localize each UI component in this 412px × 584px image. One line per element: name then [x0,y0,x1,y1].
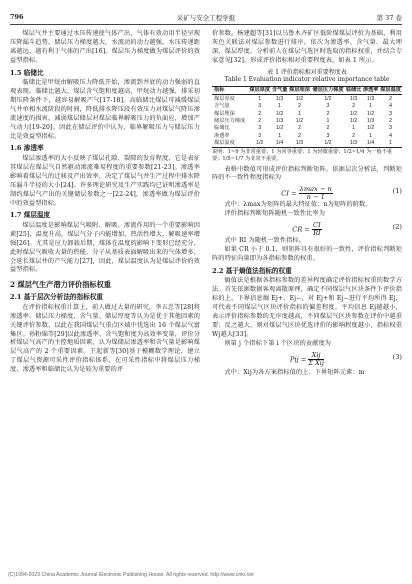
page-number: 796 [10,13,24,21]
table-header-row [212,86,402,94]
table-cell: 1 [258,95,262,102]
table-cell: 3 [326,132,330,139]
paragraph-pressure-gradient: 煤层气井主要通过水压传递使气体产出，气体有效动用半径呈现压降漏斗趋势，储层压力梯度越大，水流动的动力越强，水压传递距离越远，越有利于气体的产出[16]。煤层压力梯度做为煤层评价的效益型指标。 [10,30,200,64]
table-cell: 3 [258,132,262,139]
table-cell: 1 [352,125,355,132]
paragraph-cr-intro: 评价指标判断矩阵随机一致性比率为 [224,210,325,218]
table-cell: 1/2 [367,125,375,132]
formula-pij-denominator: Σ Xij [308,358,324,367]
paragraph-ahp-weights: 在评价指标权重计算上，前人做过大量的研究，李五忠等[28]将渗透率、储层压力梯度、含气量、储层厚度等认为是优于其他因素的关键评价参数，以此在我国煤层气重点区域中优选出 16 个煤层气富集区。孙粉锦等[29]以此渗透率、含气饱和度为高效率变量，评价分析煤层气高产的主控地质因素，认为煤储层渗透率和含气量是影响煤层气高产的 2 个重要因素。王起新等[30]基于模糊数学理论，建立了煤层气资源可采性评价指标体系，在可采性指标中将煤层压力梯度、渗透率和临储比认为是较为重要的评 [10,303,200,374]
formula-pij-numerator: Xij [308,352,324,360]
formula-ci-fraction [299,186,333,201]
formula-ci [212,183,402,201]
table-row-label: 煤层温度 [214,140,235,147]
formula-ci-number: (1) [392,187,402,196]
table-cell: 1/3 [276,95,284,102]
paragraph-contribution-intro: 则第 j 个指标下第 i 个区块的贡献度为 [224,339,332,347]
table-cell: 2 [326,110,330,117]
table-cell: 2 [298,132,301,139]
formula-cr-numerator: CI [313,221,321,230]
paragraph-permeability: 煤层渗透率的大小反映了煤层孔隙、裂隙的发育程度，它是表征其煤层在煤层气自然驱动渗流难易程度的重要参数[21-23]。渗透率影响着煤层气的迁移及产出效率，决定了煤层气井生产过程中排水降压漏斗半径的大小[24]。许多理论研究及生产实践均已证明渗透率是制约煤层气产出的关键储层参数之一[22-24]，渗透率做为煤层评价中的效益型指标。 [10,154,200,207]
table-cell: 1 [326,117,330,124]
table-row [212,125,402,132]
table-row-label: 煤层厚度 [214,95,235,102]
table-cell: 2 [258,110,262,117]
paragraph-ci-where: 式中：λmax为矩阵的最大特征值；n为矩阵的阶数。 [224,201,372,209]
table-row [212,95,402,103]
table-header-cell: 临储比 [345,87,362,94]
table-header-cell: 煤层厚度 [249,87,271,94]
table-cell: 1/2 [256,140,264,147]
table-cell: 3 [389,125,393,132]
section-heading-1-5: 1.5 临储比 [10,68,44,77]
paragraph-entropy: 熵值法是根据各指标参数的差异程度确定评价指标权重的数学方法。首先依据数据客观离散原理，确定不同煤层气区块条件下评价指标的上、下界信息熵 Ej+、Ej−，对 Ej+和 Ej−进行平均所得 Ej，可代表不同煤层气区块评价指标的偏差程度。平均信息 Ej越越小，表示评价指标参数的无序度越高，不同煤层气区块参数在评价中越重要；反之越大，则对煤层气区块优选评价的影响程度越小，指标权重 Wj越大[33]。 [212,277,402,338]
table-cell: 1/2 [349,110,358,117]
paragraph-matrix-intro: 表格中数值可形成评价指标判断矩阵。依据层次分析法，判断矩阵的不一致性程度指标为 [212,165,402,182]
section-heading-1-7: 1.7 煤层温度 [10,211,51,220]
table-cell: 3 [258,125,262,132]
table-cell: 1/4 [276,140,284,147]
table-cell: 2 [326,125,330,132]
table-header-cell: 渗透率 [362,87,379,94]
table-cell: 2 [258,117,262,124]
table-cell: 1/3 [367,95,375,102]
table-caption-cn: 表 1 评价指标相对重要程度表 [267,68,347,76]
table-cell: 1/2 [295,95,304,102]
table-header-cell: 煤层埋深 [289,87,310,94]
formula-ci-denominator: n − 1 [306,193,325,202]
table-row [212,140,402,148]
table-row-label: 渗透率 [214,132,230,139]
table-header-cell: 指标 [214,87,225,94]
running-header [10,12,402,25]
table-cell: 1/2 [367,110,375,117]
table-header-cell: 储层压力梯度 [312,87,344,94]
section-heading-2-1: 2.1 基于层次分析法的指标权重 [10,293,103,302]
table-cell: 1 [278,132,282,139]
table-cell: 2 [352,132,355,139]
formula-cr [212,219,402,237]
table-note: 说明：1~9 为非常重要；1 为同等重要；1 为轻微重要；1/2~1/4 为一般不重要；1/5~1/7 为非常不重要。 [212,148,393,162]
table-caption-en: Table 1 Evaluation indicator relative importance table [224,76,390,84]
formula-ci-numerator: λmax − n [299,185,332,194]
table-cell: 2 [389,117,393,124]
table-cell: 1 [278,103,282,110]
volume-label: 第 37 卷 [376,14,402,22]
importance-table [212,86,402,148]
paragraph-xij-where: 式中：Xij为各方案指标值的上、下界矩阵元素；m [224,368,365,376]
copyright-footer: (C)1994-2023 China Academic Journal Electronic Publishing House. All rights reserved. http://www.cnki.net [8,572,254,578]
table-cell: 1/3 [367,117,375,124]
formula-pij [212,349,402,369]
table-row-label: 储层压力梯度 [214,117,246,124]
paragraph-consistency: 如果 CR 小于 0.1，则矩阵具有很好的一致性，评价指标判断矩阵的特征向量即为各指标参数的权重。 [212,246,402,262]
formula-pij-fraction [308,352,324,367]
table-cell: 1/2 [276,125,284,132]
table-cell: 1 [369,103,373,110]
table-cell: 1/3 [276,117,284,124]
formula-pij-number: (3) [392,352,402,361]
table-row [212,103,402,110]
table-cell: 3 [326,103,330,110]
table-cell: 4 [389,103,393,110]
table-row [212,117,402,124]
table-cell: 3 [258,103,262,110]
paragraph-ri-where: 式中 RI 为随机一致性指标。 [224,237,305,245]
right-column [212,30,402,378]
table-cell: 1/2 [276,110,284,117]
table-cell: 1 [389,140,393,147]
paragraph-critical-ratio: 临储比是甲烷由解吸压力降低开始，渗流到井底的动力强弱的直观表现。临储比越大，煤层含气饱和度越高，甲烷动力越强，排采初期压降条件下，越容易解吸产气[17-18]。高临储比煤层可减缓煤层气井单相水流阶段的时间，降低排水降压段有效压力对煤层气降压渗流速度的损害，减弱煤层储层对煤层临界解吸压力的负面应，增加产气动力[19-20]。因此在储层评价中认为，临界解吸压力与储层压力比是效益型指标。 [10,79,200,140]
table-row-label: 临储比 [214,125,230,132]
left-column [10,30,200,375]
table-cell: 1/2 [324,95,332,102]
formula-pij-lhs: Pij = [290,355,307,364]
table-cell: 4 [389,132,393,139]
table-cell: 2 [298,103,301,110]
table-cell: 1/3 [349,95,358,102]
formula-cr-number: (2) [392,223,402,232]
table-cell: 3 [389,110,393,117]
table-cell: 1/2 [295,117,304,124]
paragraph-temperature: 煤层温度是影响煤层气吸附、解吸、渗流作用的一个重要影响因素[25]，温度升高，煤层气分子内能增加，热活性增大，解吸速率增强[26]。尤其是应力卸载后期，煤体在温度的影响下变形已经充分，此时煤层气吸收大量的热能，分子从基质表面解吸出来的气体增多，会延长煤层井的产气能力[27]，因此，煤层温度认为是煤层评价的效益型指标。 [10,221,200,274]
section-heading-2: 2 煤层气生产潜力评价指标权重 [10,280,111,290]
table-row-label: 煤层埋深 [214,110,235,117]
formula-cr-fraction [312,222,322,237]
table-cell: 1/4 [367,140,375,147]
table-cell: 2 [298,125,301,132]
table-row [212,132,402,139]
table-cell: 1 [298,110,301,117]
table-cell: 1/2 [349,117,358,124]
table-row [212,110,402,117]
formula-cr-denominator: RI [313,229,321,238]
table-cell: 1/3 [295,140,304,147]
section-heading-2-2: 2.2 基于熵值法指标的权重 [212,266,292,275]
table-cell: 1 [369,132,373,139]
table-cell: 2 [389,95,393,102]
formula-cr-lhs: CR = [292,225,310,234]
table-header-cell: 煤层温度 [380,87,401,94]
paragraph-param-ranking: 价参数。杨建超等[31]以乌鲁木齐矿区低阶煤煤层评价为基础，利用灰色关联法对煤层参数进行排序，依次为渗透率、含气量、最大埋深、煤层厚度。分析前人在煤层气选区时选取的指标权重，并结合专家意见[32]，形成评价指标相对重要程度表，如表 1 所示。 [212,30,402,64]
journal-title: 采矿与安全工程学报 [176,14,236,22]
table-row-label: 含气量 [214,103,230,110]
table-header-cell: 含气量 [271,87,288,94]
table-cell: 1/3 [349,140,358,147]
table-cell: 2 [352,103,355,110]
table-cell: 1/2 [324,140,332,147]
formula-ci-lhs: CI = [281,189,297,198]
section-heading-1-6: 1.6 渗透率 [10,144,44,153]
